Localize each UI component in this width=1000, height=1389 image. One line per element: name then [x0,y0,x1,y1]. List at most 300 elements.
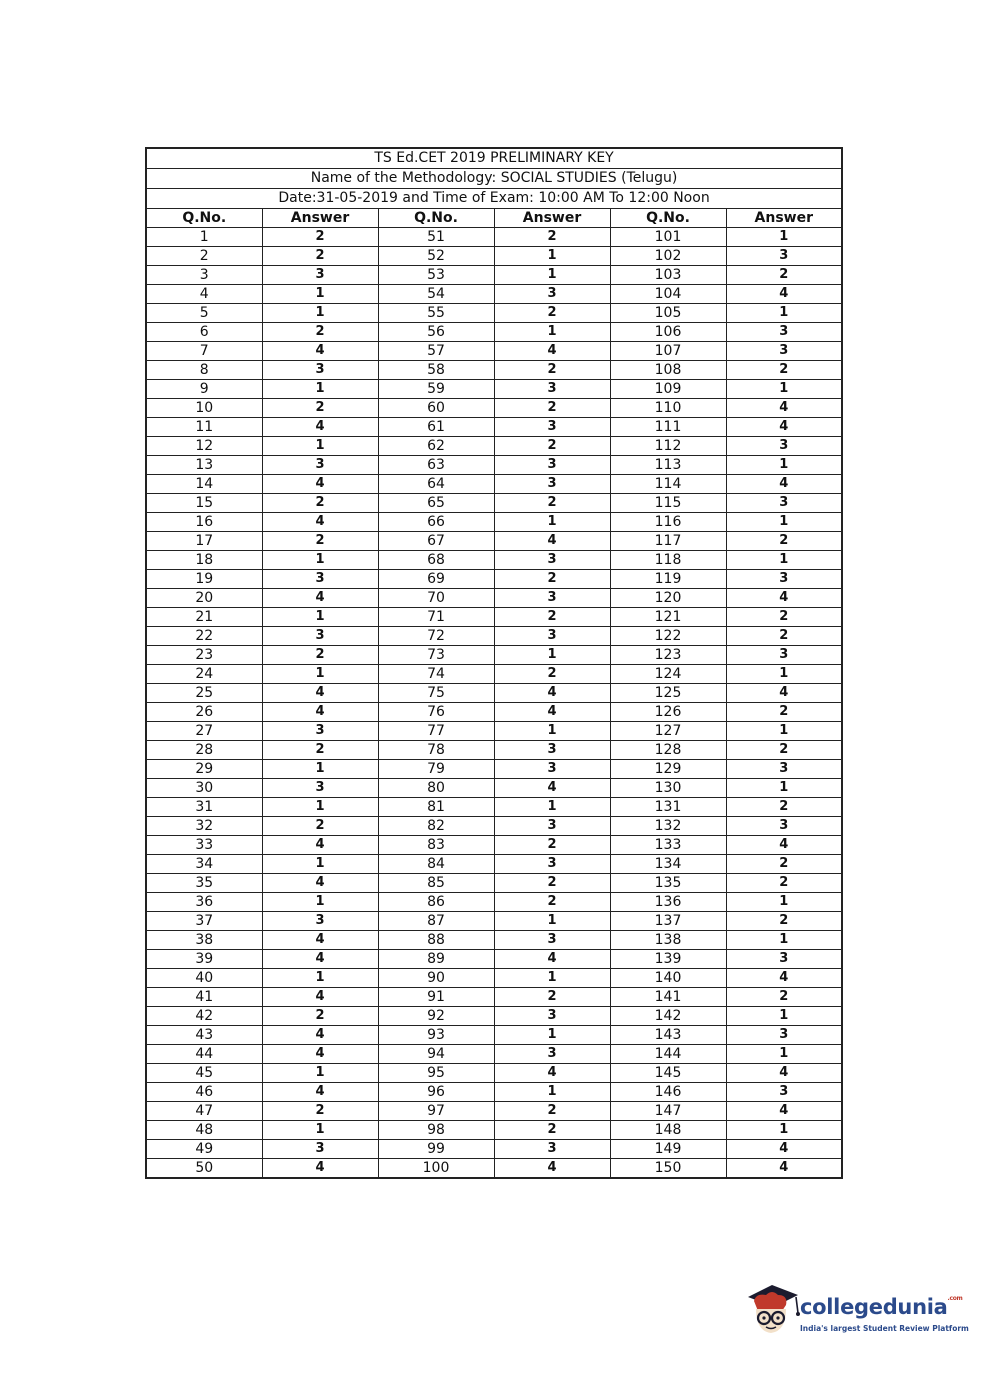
answer-value: 1 [726,931,842,950]
answer-value: 1 [262,1121,378,1140]
question-number: 49 [146,1140,262,1159]
answer-value: 3 [726,950,842,969]
answer-value: 2 [262,1007,378,1026]
question-number: 128 [610,741,726,760]
answer-value: 2 [494,874,610,893]
question-number: 41 [146,988,262,1007]
question-number: 109 [610,380,726,399]
answer-value: 1 [494,513,610,532]
answer-value: 2 [262,532,378,551]
answer-value: 2 [494,893,610,912]
question-number: 25 [146,684,262,703]
table-row [146,418,842,437]
answer-value: 1 [726,304,842,323]
table-row [146,950,842,969]
answer-value: 3 [494,380,610,399]
question-number: 38 [146,931,262,950]
table-row [146,342,842,361]
table-row [146,380,842,399]
question-number: 2 [146,247,262,266]
answer-value: 1 [494,266,610,285]
brand-name-text: collegedunia [800,1295,948,1319]
question-number: 15 [146,494,262,513]
question-number: 100 [378,1159,494,1179]
question-number: 3 [146,266,262,285]
answer-value: 4 [262,1026,378,1045]
answer-value: 3 [726,817,842,836]
table-row [146,931,842,950]
answer-value: 3 [726,646,842,665]
answer-value: 2 [726,608,842,627]
question-number: 75 [378,684,494,703]
question-number: 36 [146,893,262,912]
answer-value: 4 [262,1045,378,1064]
question-number: 52 [378,247,494,266]
question-number: 90 [378,969,494,988]
question-number: 92 [378,1007,494,1026]
answer-value: 2 [494,437,610,456]
table-row [146,589,842,608]
question-number: 60 [378,399,494,418]
question-number: 19 [146,570,262,589]
answer-value: 2 [726,988,842,1007]
answer-value: 1 [726,893,842,912]
answer-value: 4 [494,1064,610,1083]
answer-value: 1 [726,1007,842,1026]
table-row [146,1064,842,1083]
question-number: 133 [610,836,726,855]
answer-value: 1 [262,551,378,570]
answer-value: 4 [494,342,610,361]
question-number: 61 [378,418,494,437]
answer-value: 2 [726,627,842,646]
answer-value: 3 [494,1045,610,1064]
question-number: 30 [146,779,262,798]
answer-value: 4 [726,285,842,304]
question-number: 59 [378,380,494,399]
answer-value: 1 [494,969,610,988]
table-row [146,475,842,494]
answer-value: 2 [726,532,842,551]
question-number: 43 [146,1026,262,1045]
table-row [146,570,842,589]
question-number: 130 [610,779,726,798]
answer-value: 2 [262,741,378,760]
question-number: 117 [610,532,726,551]
answer-value: 2 [262,247,378,266]
table-row [146,988,842,1007]
question-number: 96 [378,1083,494,1102]
answer-value: 4 [726,1140,842,1159]
table-row [146,874,842,893]
answer-value: 1 [262,798,378,817]
answer-value: 2 [262,1102,378,1121]
question-number: 150 [610,1159,726,1179]
question-number: 81 [378,798,494,817]
question-number: 102 [610,247,726,266]
column-header: Q.No. [378,209,494,228]
answer-value: 3 [494,551,610,570]
table-row [146,494,842,513]
table-row [146,646,842,665]
question-number: 55 [378,304,494,323]
question-number: 74 [378,665,494,684]
table-row [146,513,842,532]
question-number: 113 [610,456,726,475]
answer-value: 4 [726,418,842,437]
question-number: 26 [146,703,262,722]
answer-value: 1 [726,665,842,684]
question-number: 33 [146,836,262,855]
table-row [146,1159,842,1179]
answer-value: 4 [262,475,378,494]
question-number: 135 [610,874,726,893]
question-number: 14 [146,475,262,494]
question-number: 97 [378,1102,494,1121]
question-number: 89 [378,950,494,969]
question-number: 85 [378,874,494,893]
question-number: 68 [378,551,494,570]
question-number: 73 [378,646,494,665]
answer-value: 2 [494,494,610,513]
question-number: 70 [378,589,494,608]
question-number: 127 [610,722,726,741]
question-number: 120 [610,589,726,608]
table-row [146,304,842,323]
answer-value: 4 [726,969,842,988]
question-number: 104 [610,285,726,304]
table-row [146,779,842,798]
answer-value: 3 [726,570,842,589]
table-row [146,532,842,551]
answer-value: 4 [262,1159,378,1179]
question-number: 64 [378,475,494,494]
answer-value: 1 [726,513,842,532]
question-number: 99 [378,1140,494,1159]
answer-value: 3 [494,817,610,836]
answer-value: 3 [494,418,610,437]
table-row [146,456,842,475]
answer-value: 3 [494,475,610,494]
answer-value: 1 [262,893,378,912]
question-number: 132 [610,817,726,836]
answer-value: 3 [262,722,378,741]
answer-value: 4 [494,532,610,551]
answer-value: 4 [726,684,842,703]
table-row [146,1083,842,1102]
question-number: 8 [146,361,262,380]
answer-value: 2 [494,665,610,684]
answer-value: 2 [726,855,842,874]
answer-value: 4 [494,950,610,969]
question-number: 86 [378,893,494,912]
question-number: 95 [378,1064,494,1083]
question-number: 108 [610,361,726,380]
answer-value: 1 [262,855,378,874]
answer-value: 1 [494,247,610,266]
answer-value: 3 [494,741,610,760]
question-number: 54 [378,285,494,304]
sheet-title: TS Ed.CET 2019 PRELIMINARY KEY [146,148,842,169]
table-row [146,266,842,285]
answer-value: 4 [726,1159,842,1179]
table-row [146,1026,842,1045]
answer-value: 4 [262,988,378,1007]
answer-value: 2 [494,1121,610,1140]
answer-value: 4 [494,1159,610,1179]
question-number: 27 [146,722,262,741]
question-number: 4 [146,285,262,304]
table-row [146,1140,842,1159]
answer-value: 4 [262,418,378,437]
answer-value: 3 [494,931,610,950]
question-number: 136 [610,893,726,912]
question-number: 76 [378,703,494,722]
answer-value: 3 [262,779,378,798]
question-number: 126 [610,703,726,722]
answer-value: 1 [262,969,378,988]
collegedunia-logo [742,1283,972,1353]
question-number: 87 [378,912,494,931]
question-number: 107 [610,342,726,361]
answer-value: 1 [262,304,378,323]
answer-value: 2 [494,304,610,323]
answer-value: 3 [262,361,378,380]
question-number: 140 [610,969,726,988]
answer-value: 3 [262,627,378,646]
answer-value: 3 [726,323,842,342]
answer-value: 2 [494,988,610,1007]
question-number: 51 [378,228,494,247]
answer-value: 2 [262,399,378,418]
question-number: 138 [610,931,726,950]
question-number: 72 [378,627,494,646]
answer-value: 4 [262,589,378,608]
answer-value: 4 [494,703,610,722]
answer-value: 2 [494,570,610,589]
question-number: 143 [610,1026,726,1045]
question-number: 116 [610,513,726,532]
question-number: 11 [146,418,262,437]
question-number: 18 [146,551,262,570]
answer-value: 4 [726,399,842,418]
question-number: 63 [378,456,494,475]
table-row [146,1121,842,1140]
brand-tagline: India's largest Student Review Platform [800,1324,969,1333]
question-number: 39 [146,950,262,969]
question-number: 57 [378,342,494,361]
answer-value: 1 [726,1121,842,1140]
answer-value: 2 [262,494,378,513]
table-row [146,969,842,988]
question-number: 50 [146,1159,262,1179]
question-number: 31 [146,798,262,817]
question-number: 115 [610,494,726,513]
question-number: 12 [146,437,262,456]
answer-value: 4 [262,684,378,703]
question-number: 56 [378,323,494,342]
question-number: 67 [378,532,494,551]
question-number: 123 [610,646,726,665]
table-row [146,722,842,741]
question-number: 79 [378,760,494,779]
table-row [146,855,842,874]
question-number: 66 [378,513,494,532]
answer-value: 3 [494,760,610,779]
answer-value: 4 [262,874,378,893]
question-number: 134 [610,855,726,874]
question-number: 145 [610,1064,726,1083]
question-number: 80 [378,779,494,798]
answer-value: 4 [262,950,378,969]
answer-value: 1 [726,1045,842,1064]
answer-value: 3 [494,855,610,874]
answer-value: 3 [726,342,842,361]
answer-value: 3 [726,494,842,513]
question-number: 20 [146,589,262,608]
answer-value: 1 [726,722,842,741]
question-number: 137 [610,912,726,931]
table-row [146,1102,842,1121]
table-row [146,1045,842,1064]
answer-value: 2 [262,817,378,836]
answer-value: 4 [262,931,378,950]
answer-value: 3 [262,266,378,285]
answer-value: 4 [726,1102,842,1121]
answer-value: 2 [726,912,842,931]
answer-value: 1 [726,779,842,798]
exam-date-line: Date:31-05-2019 and Time of Exam: 10:00 AM To 12:00 Noon [146,189,842,209]
question-number: 53 [378,266,494,285]
answer-value: 3 [726,437,842,456]
question-number: 65 [378,494,494,513]
answer-value: 1 [726,456,842,475]
question-number: 82 [378,817,494,836]
answer-value: 3 [494,1140,610,1159]
question-number: 93 [378,1026,494,1045]
question-number: 103 [610,266,726,285]
answer-value: 2 [494,399,610,418]
answer-value: 3 [494,589,610,608]
question-number: 46 [146,1083,262,1102]
answer-value: 4 [262,513,378,532]
answer-value: 1 [262,608,378,627]
answer-value: 2 [726,703,842,722]
answer-value: 1 [494,798,610,817]
question-number: 9 [146,380,262,399]
question-number: 147 [610,1102,726,1121]
table-row [146,817,842,836]
question-number: 149 [610,1140,726,1159]
answer-value: 3 [262,1140,378,1159]
question-number: 94 [378,1045,494,1064]
answer-value: 1 [262,760,378,779]
question-number: 142 [610,1007,726,1026]
question-number: 84 [378,855,494,874]
question-number: 47 [146,1102,262,1121]
question-number: 141 [610,988,726,1007]
table-row [146,285,842,304]
question-number: 88 [378,931,494,950]
table-row [146,323,842,342]
question-number: 146 [610,1083,726,1102]
answer-value: 2 [726,361,842,380]
question-number: 42 [146,1007,262,1026]
question-number: 17 [146,532,262,551]
answer-value: 3 [494,456,610,475]
question-number: 106 [610,323,726,342]
question-number: 10 [146,399,262,418]
table-row [146,399,842,418]
answer-value: 1 [494,323,610,342]
table-row [146,684,842,703]
column-header: Answer [726,209,842,228]
question-number: 23 [146,646,262,665]
answer-value: 1 [494,1083,610,1102]
question-number: 62 [378,437,494,456]
table-row [146,665,842,684]
question-number: 16 [146,513,262,532]
answer-value: 1 [494,646,610,665]
question-number: 28 [146,741,262,760]
table-row [146,608,842,627]
question-number: 101 [610,228,726,247]
answer-value: 3 [262,912,378,931]
answer-value: 2 [726,741,842,760]
table-row [146,361,842,380]
answer-value: 4 [726,836,842,855]
question-number: 24 [146,665,262,684]
answer-rows [146,228,842,1179]
question-number: 13 [146,456,262,475]
table-row [146,741,842,760]
question-number: 45 [146,1064,262,1083]
question-number: 114 [610,475,726,494]
question-number: 118 [610,551,726,570]
answer-value: 3 [262,456,378,475]
question-number: 6 [146,323,262,342]
answer-key-table [145,147,843,1179]
answer-value: 1 [262,1064,378,1083]
question-number: 29 [146,760,262,779]
answer-value: 2 [494,228,610,247]
table-row [146,1007,842,1026]
answer-value: 2 [262,323,378,342]
question-number: 7 [146,342,262,361]
answer-value: 3 [726,247,842,266]
answer-value: 4 [726,1064,842,1083]
brand-suffix: .com [947,1295,963,1302]
table-row [146,247,842,266]
answer-value: 1 [494,722,610,741]
question-number: 37 [146,912,262,931]
answer-value: 2 [494,361,610,380]
answer-value: 3 [726,1026,842,1045]
question-number: 110 [610,399,726,418]
answer-value: 2 [262,646,378,665]
table-row [146,703,842,722]
answer-value: 3 [494,627,610,646]
question-number: 21 [146,608,262,627]
question-number: 91 [378,988,494,1007]
question-number: 69 [378,570,494,589]
question-number: 32 [146,817,262,836]
question-number: 105 [610,304,726,323]
answer-value: 1 [726,551,842,570]
answer-value: 1 [494,1026,610,1045]
table-row [146,912,842,931]
table-row [146,760,842,779]
